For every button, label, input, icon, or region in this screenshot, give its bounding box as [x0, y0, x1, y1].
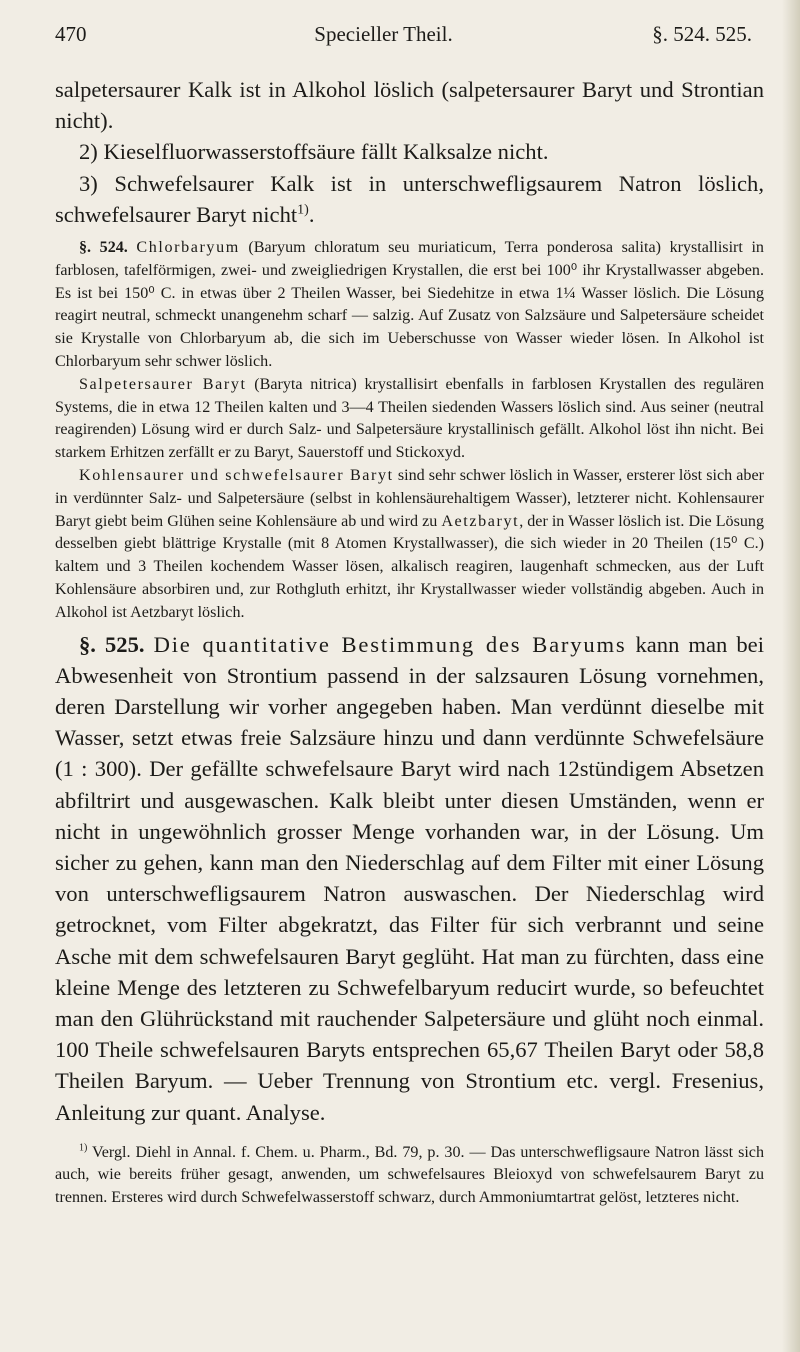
carbonate-paragraph — [55, 465, 764, 625]
page-edge-shadow — [782, 0, 800, 1352]
nitrate-paragraph — [55, 374, 764, 465]
footnote — [55, 1142, 764, 1210]
nitrate-term: Salpetersaurer Baryt — [79, 375, 247, 393]
list-item-2-text: 2) Kieselfluorwasserstoffsäure fällt Kalksalze nicht. — [79, 139, 549, 165]
carbonate-text-2: , der in Wasser löslich ist. Die Lösung desselben giebt blättrige Krystalle (mit 8 Atomen Krystallwasser), die sich wieder in 20 Theilen (15⁰ C.) kaltem und 3 Theilen kochendem Wasser lösen, alkalisch reagiren, laugenhaft schmecken, aus der Luft Kohlensäure absorbiren und, zur Rothgluth erhitzt, ihr Krystallwasser wieder vollständig abgeben. Auch in Alkohol ist Aetzbaryt löslich. — [55, 512, 765, 621]
footnote-mark: 1) — [79, 1142, 88, 1154]
running-head — [55, 22, 764, 60]
section-524-paragraph — [55, 237, 764, 374]
intro-continuation: salpetersaurer Kalk ist in Alkohol löslich (salpetersaurer Baryt und Strontian nicht). — [55, 77, 764, 134]
aetzbaryt-term: Aetzbaryt — [441, 512, 520, 530]
section-525-number: §. 525. — [79, 631, 145, 657]
carbonate-term: Kohlensaurer und schwefelsaurer Baryt — [79, 466, 394, 484]
footnote-reference[interactable]: 1) — [297, 202, 309, 218]
list-item-3: 3) Schwefelsaurer Kalk ist in unterschwefligsaurem Natron löslich, schwefelsaurer Baryt nicht$^{1)}$. — [55, 170, 764, 227]
section-524-text: (Baryum chloratum seu muriaticum, Terra ponderosa salita) krystallisirt in farblosen, tafelförmigen, zwei- und zweigliedrigen Krystallen, die erst bei 100⁰ ihr Krystallwasser abgeben. Es ist bei 150⁰ C. in etwas über 2 Theilen Wasser, bei Siedehitze in etwa 1¼ Wasser löslich. Die Lösung reagirt neutral, schmeckt unangenehm scharf — salzig. Auf Zusatz von Salzsäure und Salpetersäure scheidet sie Krystalle von Chlorbaryum ab, die sich im Ueberschusse von Wasser wieder lösen. In Alkohol ist Chlorbaryum sehr schwer löslich. — [55, 239, 764, 370]
section-525-paragraph — [55, 629, 764, 1128]
list-item-3-text: 3) Schwefelsaurer Kalk ist in unterschwefligsaurem Natron löslich, schwefelsaurer Baryt nicht — [55, 170, 764, 227]
carbonate-text: sind sehr schwer löslich in Wasser, ersterer löst sich aber in verdünnter Salz- und Salpetersäure (selbst in kohlensäurehaltigem Wasser), letzterer nicht. Kohlensaurer Baryt giebt beim Glühen seine Kohlensäure ab und wird zu — [55, 466, 764, 530]
section-range: §. 524. 525. — [652, 22, 752, 46]
section-524-term: Chlorbaryum — [136, 239, 240, 257]
nitrate-text: (Baryta nitrica) krystallisirt ebenfalls in farblosen Krystallen des regulären Systems, die in etwa 12 Theilen kalten und 3—4 Theilen siedenden Wassers löslich sind. Aus seiner (neutral reagirenden) Lösung wird er durch Salz- und Salpetersäure krystallinisch gefällt. Alkohol löst ihn nicht. Bei starkem Erhitzen zerfällt er zu Baryt, Sauerstoff und Stickoxyd. — [55, 375, 764, 462]
section-524-number: §. 524. — [79, 239, 128, 257]
section-525-heading: Die quantitative Bestimmung des Baryums — [153, 631, 627, 657]
list-item-2 — [55, 136, 764, 167]
footnote-text: Vergl. Diehl in Annal. f. Chem. u. Pharm., Bd. 79, p. 30. — Das unterschwefligsaure Natron lässt sich auch, wie bereits früher gesagt, anwenden, um schwefelsaures Bleioxyd von schwefelsaurem Baryt zu trennen. Ersteres wird durch Schwefelwasserstoff schwarz, durch Ammoniumtartrat gelöst, letzteres nicht. — [55, 1143, 764, 1206]
page-number: 470 — [55, 22, 87, 46]
section-525-text: kann man bei Abwesenheit von Strontium passend in der salzsauren Lösung vornehmen, deren Darstellung wir vorher angegeben haben. Man verdünnt dieselbe mit Wasser, setzt etwas freie Salzsäure hinzu und dann verdünnte Schwefelsäure (1 : 300). Der gefällte schwefelsaure Baryt wird nach 12stündigem Absetzen abfiltrirt und ausgewaschen. Kalk bleibt unter diesen Umständen, wenn er nicht in ungewöhnlich grosser Menge vorhanden war, in der Lösung. Um sicher zu gehen, kann man den Niederschlag auf dem Filter mit einer Lösung von unterschwefligsaurem Natron auswaschen. Der Niederschlag wird getrocknet, vom Filter abgekratzt, das Filter für sich verbrannt und seine Asche mit dem schwefelsauren Baryt geglüht. Hat man zu fürchten, dass eine kleine Menge des letzteren zu Schwefelbaryum reducirt wurde, so befeuchtet man den Glührückstand mit rauchender Salpetersäure und glüht noch einmal. 100 Theile schwefelsauren Baryts entsprechen 65,67 Theilen Baryt oder 58,8 Theilen Baryum. — Ueber Trennung von Strontium etc. vergl. Fresenius, Anleitung zur quant. Analyse. — [55, 631, 764, 1125]
running-title: Specieller Theil. — [314, 22, 453, 46]
